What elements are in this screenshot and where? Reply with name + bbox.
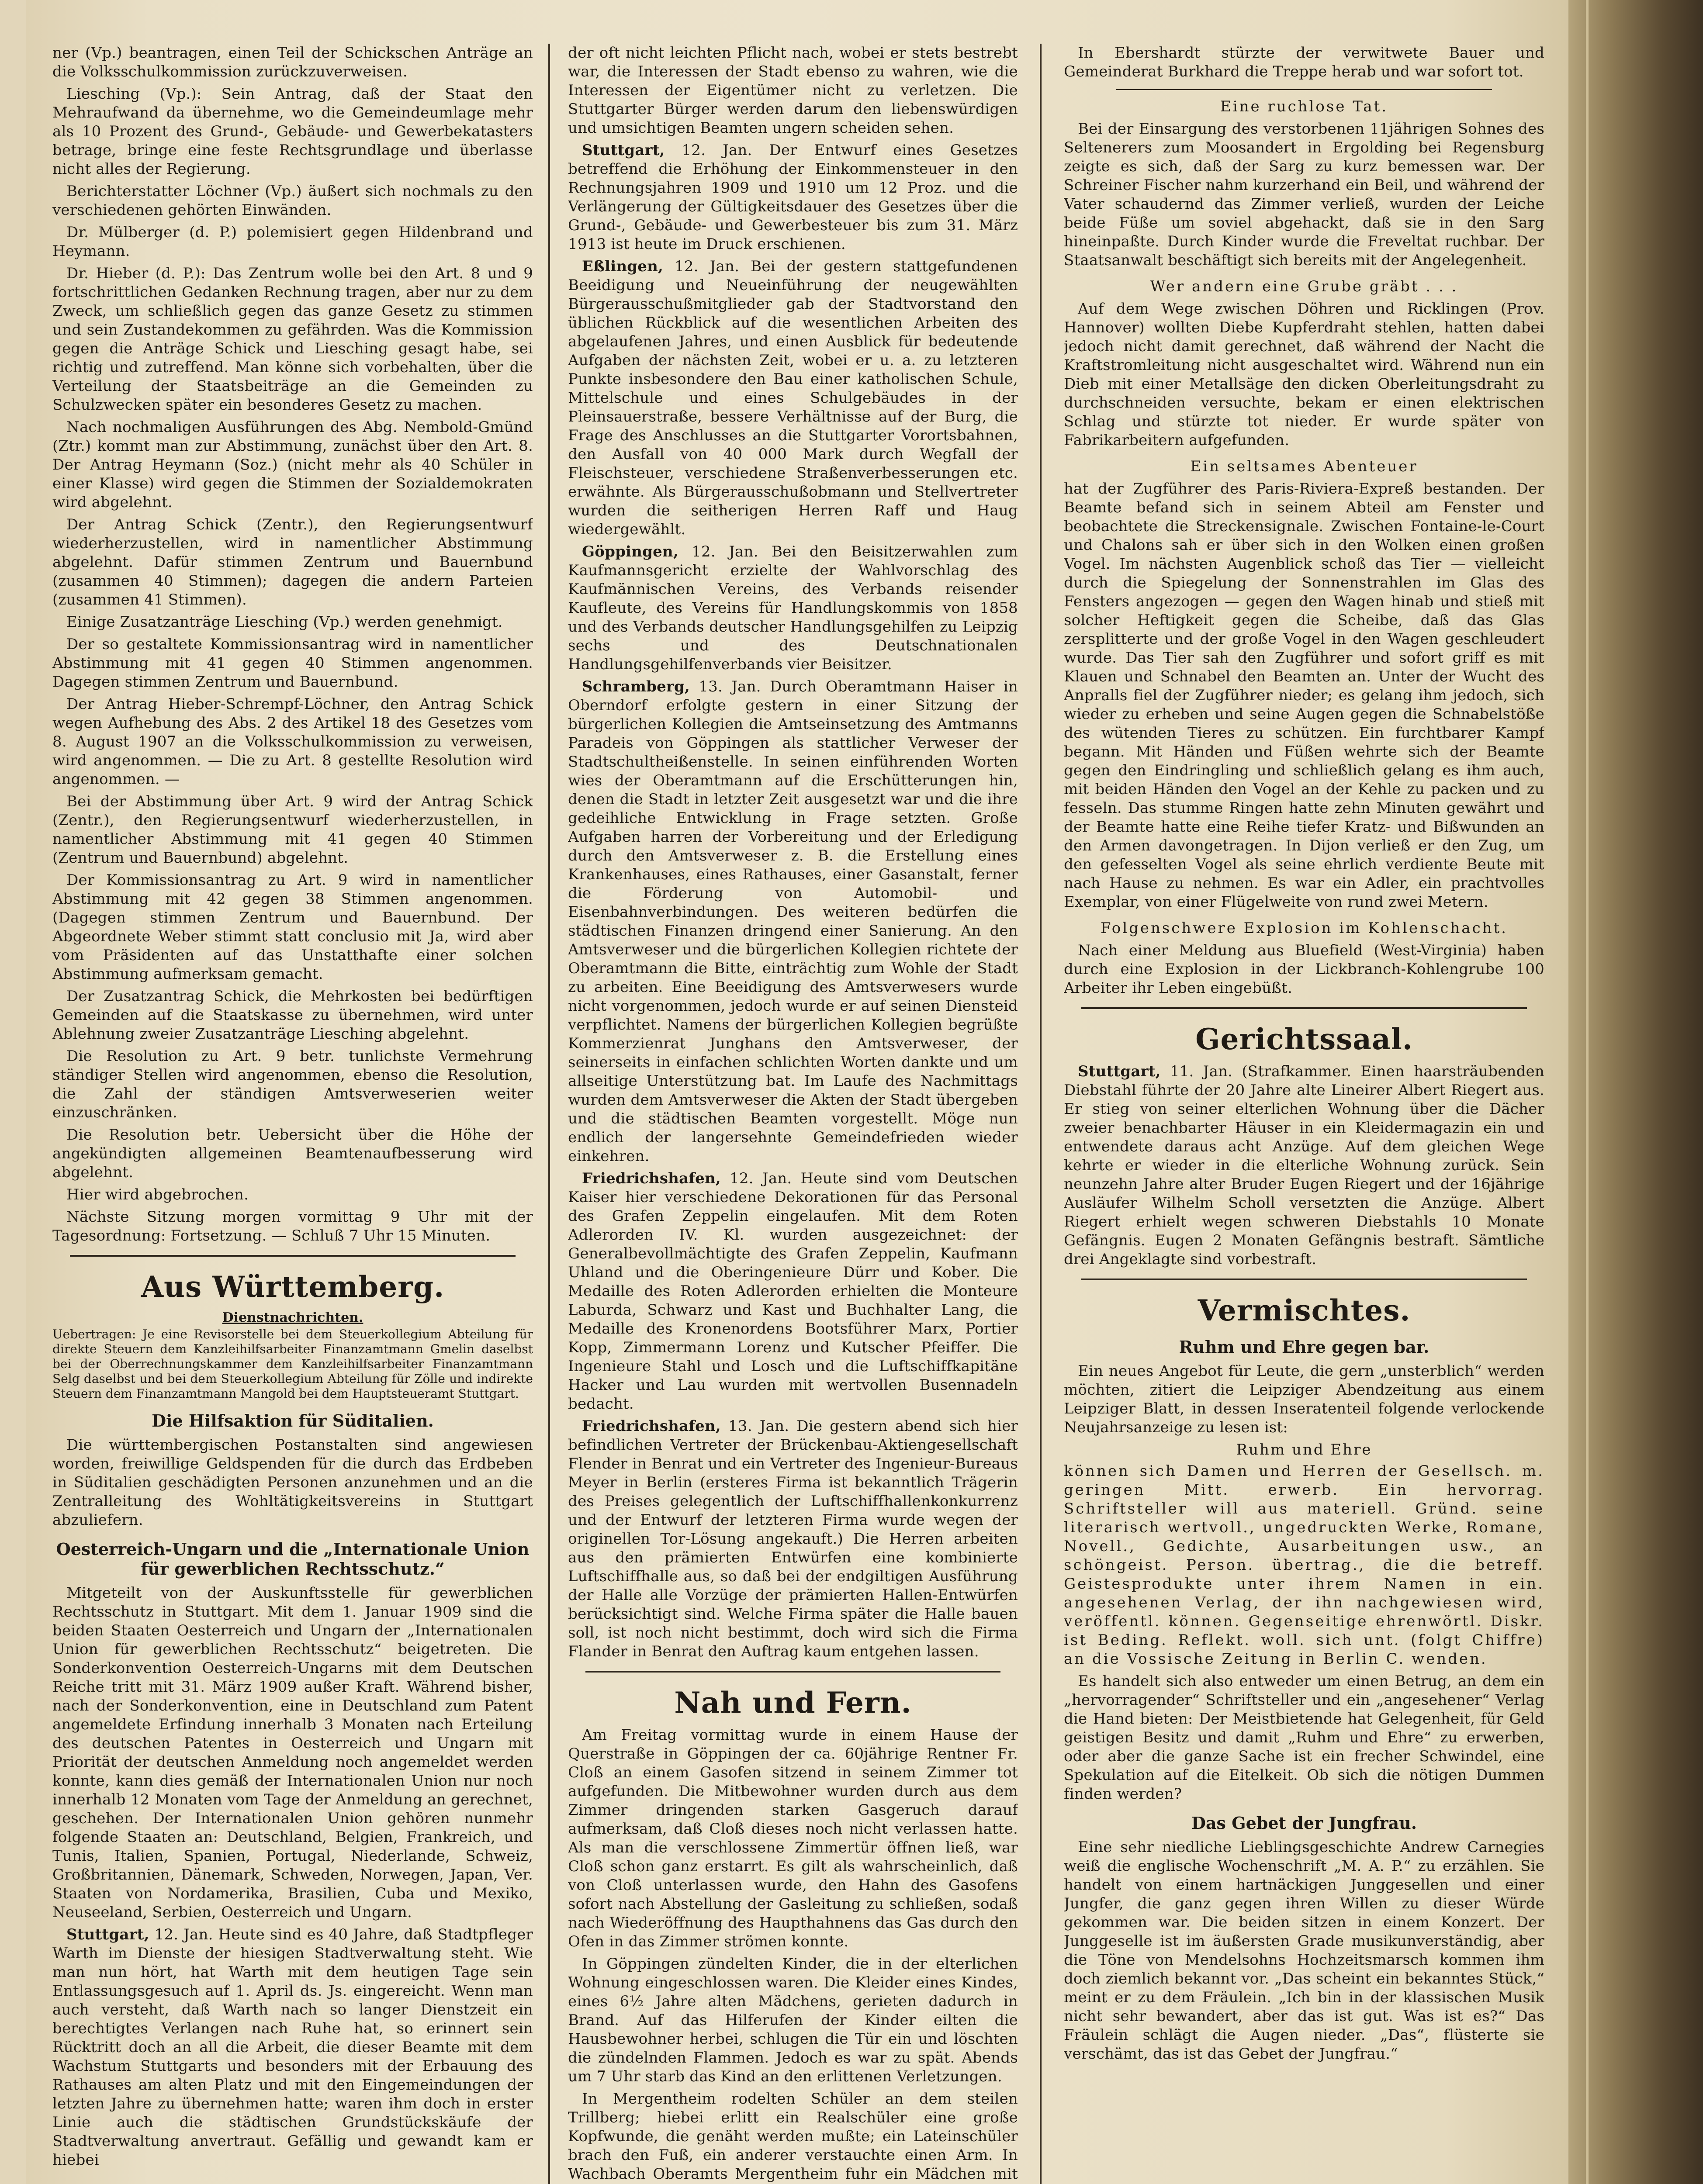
section-heading-wuerttemberg: Aus Württemberg. [141, 1270, 445, 1304]
article-title: Eine ruchlose Tat. [1220, 98, 1388, 115]
paragraph: Der so gestaltete Kommissionsantrag wird in namentlicher Abstimmung mit 41 gegen 40 Stimmen angenommen. Dagegen stimmen Zentrum und Bauernbund. [52, 636, 533, 691]
paragraph: der oft nicht leichten Pflicht nach, wobei er stets bestrebt war, die Interessen der Stadt ebenso zu wahren, wie die Interessen der Eigentümer nicht zu verletzen. Die Stuttgarter Bürger werden darum den liebenswürdigen und umsichtigen Beamten ungern scheiden sehen. [568, 44, 1018, 137]
paragraph: In Ebershardt stürzte der verwitwete Bauer und Gemeinderat Burkhard die Treppe herab und war sofort tot. [1064, 44, 1544, 80]
dateline: Göppingen, [582, 543, 678, 560]
paragraph: Der Kommissionsantrag zu Art. 9 wird in namentlicher Abstimmung mit 42 gegen 38 Stimmen angenommen. (Dagegen stimmen Zentrum und Bauernbund. Der Abgeordnete Weber stimmt statt conclusio mit Ja, wird aber vom Präsidenten auf das Unstatthafte einer solchen Abstimmung aufmerksam gemacht. [52, 871, 533, 983]
paragraph: Nächste Sitzung morgen vormittag 9 Uhr mit der Tagesordnung: Fortsetzung. — Schluß 7 Uhr 15 Minuten. [52, 1208, 533, 1244]
column-2 [568, 44, 1018, 2184]
paragraph: Auf dem Wege zwischen Döhren und Ricklingen (Prov. Hannover) wollten Diebe Kupferdraht stehlen, hatten dabei jedoch nicht damit gerechnet, daß während der Nacht die Kraftstromleitung nicht ausgeschaltet wird. Während nun ein Dieb mit einer Metallsäge den dicken Oberleitungsdraht zu durchschneiden versuchte, bekam er einen elektrischen Schlag und stürzte tot nieder. Er wurde später von Fabrikarbeitern aufgefunden. [1064, 300, 1544, 449]
paragraph: Liesching (Vp.): Sein Antrag, daß der Staat den Mehraufwand da übernehme, wo die Gemeindeumlage mehr als 10 Prozent des Grund-, Gebäude- und Gewerbekatasters betrage, bringe eine feste Rechtsgrundlage und überlasse nicht alles der Regierung. [52, 85, 533, 178]
paragraph-text: 11. Jan. (Strafkammer. Einen haarsträubenden Diebstahl führte der 20 Jahre alte Lineirer Albert Riegert aus. Er stieg von seiner elterlichen Wohnung über die Dächer zweier benachbarter Häuser in ein Kleidermagazin ein und entwendete daraus acht Anzüge. Auf dem gleichen Wege kehrte er wieder in die elterliche Wohnung zurück. Sein neunzehn Jahre alter Bruder Eugen Riegert und der 16jährige Ausläufer Wilhelm Scholl versetzten die Anzüge. Albert Riegert erhielt wegen schweren Diebstahls 10 Monate Gefängnis. Eugen 2 Monaten Gefängnis bestraft. Sämtliche drei Angeklagte sind vorbestraft. [1064, 1063, 1544, 1268]
paragraph: Der Zusatzantrag Schick, die Mehrkosten bei bedürftigen Gemeinden auf die Staatskasse zu übernehmen, wird unter Ablehnung zweier Zusatzanträge Liesching abgelehnt. [52, 988, 533, 1043]
paragraph: Eine sehr niedliche Lieblingsgeschichte Andrew Carnegies weiß die englische Wochenschrift „M. A. P.“ zu erzählen. Sie handelt von einem hartnäckigen Junggesellen und einer Jungfer, die ganz gegen ihren Willen zu dieser Würde gekommen war. Die beiden sitzen in einem Konzert. Der Junggeselle ist im äußersten Grade musikunverständig, aber die Töne von Mendelsohns Hochzeitsmarsch kommen ihm doch ziemlich bekannt vor. „Das scheint ein bekanntes Stück,“ meint er zu dem Fräulein. „Ich bin in der klassischen Musik nicht sehr bewandert, aber das ist gut. Was ist es?“ Das Fräulein schlägt die Augen nieder. „Das“, flüsterte sie verschämt, das ist das Gebet der Jungfrau.“ [1064, 1838, 1544, 2063]
paragraph: Die württembergischen Postanstalten sind angewiesen worden, freiwillige Geldspenden für die durch das Erdbeben in Süditalien geschädigten Personen anzunehmen und an die Zentralleitung des Wohltätigkeitsvereins in Stuttgart abzuliefern. [52, 1436, 533, 1529]
paragraph: Bei der Einsargung des verstorbenen 11jährigen Sohnes des Seltenerers zum Moosandert in Ergolding bei Regensburg zeigte es sich, daß der Sarg zu kurz bemessen war. Der Schreiner Fischer nahm kurzerhand ein Beil, und während der Vater schaudernd das Zimmer verließ, wurden der Leiche beide Füße um soviel abgehackt, daß sie in den Sarg hineinpaßte. Durch Kinder wurde die Freveltat ruchbar. Der Staatsanwalt beschäftigt sich bereits mit der Angelegenheit. [1064, 120, 1544, 269]
paragraph: Nach einer Meldung aus Bluefield (West-Virginia) haben durch eine Explosion in der Lickbranch-Kohlengrube 100 Arbeiter ihr Leben eingebüßt. [1064, 942, 1544, 997]
paragraph: Die Resolution betr. Uebersicht über die Höhe der angekündigten allgemeinen Beamtenaufbesserung wird abgelehnt. [52, 1126, 533, 1181]
article-title: Wer andern eine Grube gräbt . . . [1150, 278, 1458, 295]
dateline: Schramberg, [582, 678, 690, 695]
section-heading-vermischtes: Vermischtes. [1198, 1293, 1411, 1327]
paragraph-small: Uebertragen: Je eine Revisorstelle bei dem Steuerkollegium Abteilung für direkte Steuern dem Kanzleihilfsarbeiter Finanzamtmann Gmelin daselbst bei der Oberrechnungskammer dem Kanzleihilfsarbeiter Finanzamtmann Selg daselbst und bei dem Steuerkollegium Abteilung für Zölle und indirekte Steuern dem Finanzamtmann Mangold bei dem Hauptsteueramt Stuttgart. [52, 1327, 533, 1401]
dateline: Friedrichshafen, [582, 1170, 721, 1187]
article-title: Ein seltsames Abenteuer [1190, 458, 1418, 475]
paragraph-text: 12. Jan. Heute sind vom Deutschen Kaiser hier verschiedene Dekorationen für das Personal des Grafen Zeppelin eingelaufen. Mit dem Roten Adlerorden IV. Kl. wurden ausgezeichnet: der Generalbevollmächtigte des Grafen Zeppelin, Kaufmann Uhland und die Oberingenieure Dürr und Kober. Die Medaille des Roten Adlerorden erhielten die Monteure Laburda, Schwarz und Kast und Buchhalter Lang, die Medaille des Kronenordens Bootsführer Marx, Portier Kopp, Zimmermann Lorenz und Kutscher Pfeiffer. Die Ingenieure Stahl und Losch und die Luftschiffkapitäne Hacker und Lau wurden mit wertvollen Busennadeln bedacht. [568, 1170, 1018, 1413]
paragraph: Die Resolution zu Art. 9 betr. tunlichste Vermehrung ständiger Stellen wird angenommen, ebenso die Resolution, die Zahl der ständigen Amtsverweserien weiter einzuschränken. [52, 1047, 533, 1121]
paragraph: Der Antrag Schick (Zentr.), den Regierungsentwurf wiederherzustellen, wird in namentlicher Abstimmung abgelehnt. Dafür stimmen Zentrum und Bauernbund (zusammen 40 Stimmen); dagegen die andern Parteien (zusammen 41 Stimmen). [52, 516, 533, 608]
divider [1116, 89, 1492, 90]
subheading: Dienstnachrichten. [222, 1310, 363, 1325]
paragraph-text: 12. Jan. Bei der gestern stattgefundenen Beeidigung und Neueinführung der neugewählten Bürgerausschußmitglieder gab der Stadtvorstand den üblichen Rückblick auf die wesentlichen Arbeiten des abgelaufenen Jahres, und einen Ausblick für bedeutende Aufgaben der nächsten Zeit, wobei er u. a. zu letzteren Punkte insbesondere den Bau einer katholischen Schule, Mittelschule und eines Schulgebäudes in der Pleinsauerstraße, bessere Verhältnisse auf der Burg, die Frage des Anschlusses an die Stuttgarter Vorortsbahnen, den Ausfall von 40 000 Mark durch Wegfall der Fleischsteuer, verschiedene Straßenverbesserungen etc. erwähnte. Als Bürgerausschußobmann und Stellvertreter wurden die seitherigen Herren Raff und Haug wiedergewählt. [568, 258, 1018, 538]
paragraph: Einige Zusatzanträge Liesching (Vp.) werden genehmigt. [66, 613, 503, 631]
book-binding-edge [1568, 0, 1703, 2184]
dateline: Friedrichshafen, [582, 1417, 721, 1435]
paragraph: hat der Zugführer des Paris-Riviera-Expreß bestanden. Der Beamte befand sich in seinem Abteil am Fenster und beobachtete die Streckensignale. Zwischen Fontaine-le-Court und Chalons sah er über sich in den Wolken einen großen Vogel. Im nächsten Augenblick schoß das Tier — vielleicht durch die Spiegelung der Sonnenstrahlen im Glas des Fensters angezogen — gegen den Wagen hinab und stieß mit solcher Heftigkeit gegen die Scheibe, daß das Glas zersplitterte und der große Vogel in den Wagen geschleudert wurde. Das Tier sah den Zugführer und sofort griff es mit Klauen und Schnabel den Beamten an. Unter der Wucht des Anpralls fiel der Zugführer nieder; es gelang ihm jedoch, sich wieder zu erheben und seine Augen gegen die Schnabelstöße des wütenden Tieres zu schützen. Ein furchtbarer Kampf begann. Mit Händen und Füßen wehrte sich der Beamte gegen den Eindringling und schließlich gelang es ihm auch, mit beiden Händen den Vogel an der Kehle zu packen und zu fesseln. Das stumme Ringen hatte zehn Minuten gewährt und der Beamte hatte eine Reihe tiefer Kratz- und Bißwunden an den Armen davongetragen. In Dijon verließ er den Zug, um den gefesselten Vogel als seine ehrlich verdiente Beute mit nach Hause zu nehmen. Es war ein Adler, ein prachtvolles Exemplar, von einer Flügelweite von rund zwei Metern. [1064, 480, 1544, 911]
paragraph: Der Antrag Hieber-Schrempf-Löchner, den Antrag Schick wegen Aufhebung des Abs. 2 des Artikel 18 des Gesetzes vom 8. August 1907 an die Volksschulkommission zu verweisen, wird angenommen. — Die zu Art. 8 gestellte Resolution wird angenommen. — [52, 695, 533, 788]
paragraph: Am Freitag vormittag wurde in einem Hause der Querstraße in Göppingen der ca. 60jährige Rentner Fr. Cloß an einem Gasofen sitzend in seinem Zimmer tot aufgefunden. Die Mitbewohner wurden durch aus dem Zimmer dringenden starken Gasgeruch darauf aufmerksam, daß Cloß dieses noch nicht verlassen hatte. Als man die verschlossene Zimmertür öffnen ließ, war Cloß schon ganz erstarrt. Es gilt als wahrscheinlich, daß von Cloß unterlassen wurde, den Hahn des Gasofens sofort nach Abstellung der Gasleitung zu schließen, sodaß nach Wiederöffnung des Haupthahnens das Gas durch den Ofen in das Zimmer strömen konnte. [568, 1726, 1018, 1950]
article-title: Folgenschwere Explosion im Kohlenschacht. [1101, 919, 1508, 937]
paragraph: Es handelt sich also entweder um einen Betrug, an dem ein „hervorragender“ Schriftsteller und ein „angesehener“ Verlag die Hand bieten: Der Meistbietende hat Gelegenheit, für Geld geistigen Besitz und damit „Ruhm und Ehre“ zu erwerben, oder aber die ganze Sache ist ein frecher Schwindel, eine Spekulation auf die Eitelkeit. Ob sich die nötigen Dummen finden werden? [1064, 1673, 1544, 1803]
paragraph: Bei der Abstimmung über Art. 9 wird der Antrag Schick (Zentr.), den Regierungsentwurf wiederherzustellen, in namentlicher Abstimmung mit 41 gegen 40 Stimmen (Zentrum und Bauernbund) abgelehnt. [52, 793, 533, 867]
paragraph: Dr. Hieber (d. P.): Das Zentrum wolle bei den Art. 8 und 9 fortschrittlichen Gedanken Rechnung tragen, aber nur zu dem Zweck, um schließlich gegen das ganze Gesetz zu stimmen und sein Zustandekommen zu gefährden. Was die Kommission gegen die Anträge Schick und Liesching gesagt habe, sei richtig und zutreffend. Man könne sich vorbehalten, über die Verteilung der Staatsbeiträge an die Gemeinden zu Schulzwecken später ein besonderes Gesetz zu machen. [52, 265, 533, 414]
dateline: Stuttgart, [66, 1926, 149, 1943]
dateline: Stuttgart, [1078, 1063, 1161, 1080]
article-title: Die Hilfsaktion für Süditalien. [152, 1411, 434, 1431]
advertisement-heading: Ruhm und Ehre [1236, 1441, 1372, 1458]
dateline: Eßlingen, [582, 258, 664, 275]
paragraph: Hier wird abgebrochen. [66, 1186, 249, 1203]
section-divider [585, 1671, 1000, 1673]
paragraph-text: 12. Jan. Heute sind es 40 Jahre, daß Stadtpfleger Warth im Dienste der hiesigen Stadtverwaltung steht. Wie man nun hört, hat Warth mit dem heutigen Tage sein Entlassungsgesuch auf 1. April ds. Js. eingereicht. Wenn man auch versteht, daß Warth nach so langer Dienstzeit ein berechtigtes Verlangen nach Ruhe hat, so erinnert sein Rücktritt doch an all die Arbeit, die dieser Beamte mit dem Wachstum Stuttgarts und besonders mit der Erbauung des Rathauses am alten Platz und mit den Eingemeindungen der letzten Jahre zu übernehmen hatte; waren ihm doch in erster Linie auch die städtischen Grundstückskäufe der Stadtverwaltung anvertraut. Gefällig und gewandt kam er hiebei [52, 1926, 533, 2169]
paragraph-text: 12. Jan. Der Entwurf eines Gesetzes betreffend die Erhöhung der Einkommensteuer in den Rechnungsjahren 1909 und 1910 um 12 Proz. und die Verlängerung der Gültigkeitsdauer des Gesetzes über die Grund-, Gebäude- und Gewerbesteuer bis zum 31. März 1913 ist heute im Druck erschienen. [568, 142, 1018, 253]
paragraph: Nach nochmaligen Ausführungen des Abg. Nembold-Gmünd (Ztr.) kommt man zur Abstimmung, zunächst über den Art. 8. Der Antrag Heymann (Soz.) (nicht mehr als 40 Schüler in einer Klasse) wird gegen die Stimmen der Sozialdemokraten wird abgelehnt. [52, 418, 533, 511]
dateline: Stuttgart, [582, 142, 665, 159]
section-divider [70, 1255, 516, 1257]
paragraph-text: 13. Jan. Die gestern abend sich hier befindlichen Vertreter der Brückenbau-Aktiengesellschaft Flender in Benrat und ein Vertreter des Ingenieur-Bureaus Meyer in Berlin (ersteres Firma ist bekanntlich Trägerin des Preises gelegentlich der Luftschiffhallenkonkurrenz und der Entwurf der letzteren Firma wurde wegen der originellen Tor-Lösung angekauft.) Die Herren arbeiten aus den prämierten Entwürfen eine kombinierte Luftschiffhalle aus, so daß bei der endgiltigen Ausführung der Halle alle Vorzüge der prämierten Hallen-Entwürfen berücksichtigt sind. Welche Firma später die Halle bauen soll, ist noch nicht bestimmt, doch wird sich die Firma Flander in Benrat den Auftrag kaum entgehen lassen. [568, 1417, 1018, 1660]
article-title: Oesterreich-Ungarn und die „Internationale Union für gewerblichen Rechtsschutz.“ [56, 1539, 530, 1579]
paragraph: ner (Vp.) beantragen, einen Teil der Schickschen Anträge an die Volksschulkommission zurückzuverweisen. [52, 44, 533, 80]
article-title: Ruhm und Ehre gegen bar. [1179, 1337, 1430, 1357]
paragraph: Dr. Mülberger (d. P.) polemisiert gegen Hildenbrand und Heymann. [52, 224, 533, 260]
paragraph-text: 12. Jan. Bei den Beisitzerwahlen zum Kaufmannsgericht erzielte der Wahlvorschlag des Kaufmännischen Vereins, des Verbands reisender Kaufleute, des Vereins für Handlungskommis von 1858 und des Verbands deutscher Handlungsgehilfen zu Leipzig sechs und des Deutschnationalen Handlungsgehilfenverbands vier Beisitzer. [568, 543, 1018, 673]
column-rule [1040, 44, 1042, 2184]
advertisement-text: können sich Damen und Herren der Gesellsch. m. geringen Mitt. erwerb. Ein hervorrag. Schriftsteller will aus materiell. Gründ. seine literarisch wertvoll., ungedruckten Werke, Romane, Novell., Gedichte, Ausarbeitungen usw., an schöngeist. Person. übertrag., die die betreff. Geistesprodukte unter ihrem Namen in ein. angesehenen Verlag, der ihn nachgewiesen wird, veröffentl. können. Gegenseitige ehrenwörtl. Diskr. ist Beding. Reflekt. woll. sich unt. (folgt Chiffre) an die Vossische Zeitung in Berlin C. wenden. [1064, 1462, 1544, 1668]
column-1 [52, 44, 533, 2184]
column-rule [548, 44, 550, 2184]
section-heading-nah-und-fern: Nah und Fern. [674, 1686, 912, 1720]
section-divider [1081, 1007, 1527, 1009]
paragraph: In Mergentheim rodelten Schüler an dem steilen Trillberg; hiebei erlitt ein Realschüler eine große Kopfwunde, die genäht werden mußte; ein Lateinschüler brach den Fuß, ein anderer verstauchte einen Arm. In Wachbach Oberamts Mergentheim fuhr ein Mädchen mit [568, 2090, 1018, 2183]
paragraph-text: 13. Jan. Durch Oberamtmann Haiser in Oberndorf erfolgte gestern in einer Sitzung der bürgerlichen Kollegien die Amtseinsetzung des Amtmanns Paradeis von Göppingen als stattlicher Verweser der Stadtschultheißenstelle. In seinen einführenden Worten wies der Oberamtmann auf die Erschütterungen hin, denen die Stadt in letzter Zeit ausgesetzt war und die ihre gedeihliche Entwicklung in Frage setzten. Große Aufgaben harren der Vorbereitung und der Erledigung durch den Amtsverweser z. B. die Erstellung eines Krankenhauses, eines Rathauses, einer Gasanstalt, ferner die Förderung von Automobil- und Eisenbahnverbindungen. Des weiteren bedürfen die städtischen Finanzen dringend einer Sanierung. An den Amtsverweser und die bürgerlichen Kollegien richtete der Oberamtmann die Bitte, einträchtig zum Wohle der Stadt zu arbeiten. Eine Beeidigung des Amtsverwesers wurde nicht vorgenommen, jedoch wurde er auf seinen Diensteid verpflichtet. Namens der bürgerlichen Kollegien begrüßte Kommerzienrat Junghans den Amtsverweser, der seinerseits in einfachen schlichten Worten dankte und um allseitige Unterstützung bat. Im Laufe des Nachmittags wurden dem Amtsverweser die Akten der Stadt übergeben und die städtischen Beamten vorgestellt. Möge nun endlich der langersehnte Gemeindefrieden wieder einkehren. [568, 678, 1018, 1165]
paragraph: Ein neues Angebot für Leute, die gern „unsterblich“ werden möchten, zitiert die Leipziger Abendzeitung aus einem Leipziger Blatt, in dessen Inseratenteil folgende verlockende Neujahrsanzeige zu lesen ist: [1064, 1362, 1544, 1436]
column-3 [1064, 44, 1544, 2184]
newspaper-page [26, 0, 1568, 2184]
article-title: Das Gebet der Jungfrau. [1191, 1813, 1417, 1833]
paragraph: In Göppingen zündelten Kinder, die in der elterlichen Wohnung eingeschlossen waren. Die Kleider eines Kindes, eines 6½ Jahre alten Mädchens, gerieten dadurch in Brand. Auf das Hilferufen der Kinder eilten die Hausbewohner herbei, schlugen die Tür ein und löschten die zündelnden Flammen. Jedoch es war zu spät. Abends um 7 Uhr starb das Kind an den erlittenen Verletzungen. [568, 1955, 1018, 2085]
section-divider [1081, 1279, 1527, 1280]
paragraph: Berichterstatter Löchner (Vp.) äußert sich nochmals zu den verschiedenen gehörten Einwänden. [52, 183, 533, 219]
paragraph: Mitgeteilt von der Auskunftsstelle für gewerblichen Rechtsschutz in Stuttgart. Mit dem 1. Januar 1909 sind die beiden Staaten Oesterreich und Ungarn der „Internationalen Union für gewerblichen Rechtsschutz“ beigetreten. Die Sonderkonvention Oesterreich-Ungarns mit dem Deutschen Reiche tritt mit 31. März 1909 außer Kraft. Während bisher, nach der Sonderkonvention, eine in Deutschland zum Patent angemeldete Erfindung innerhalb 3 Monaten nach Erteilung des deutschen Patentes in Oesterreich und Ungarn mit Priorität der deutschen Anmeldung noch angemeldet werden konnte, kann dies gemäß der Internationalen Union nur noch innerhalb 12 Monaten vom Tage der Anmeldung an gerechnet, geschehen. Der Internationalen Union gehören nunmehr folgende Staaten an: Deutschland, Belgien, Frankreich, und Tunis, Italien, Spanien, Portugal, Niederlande, Schweiz, Großbritannien, Dänemark, Schweden, Norwegen, Japan, Ver. Staaten von Nordamerika, Brasilien, Cuba und Mexiko, Neuseeland, Serbien, Oesterreich und Ungarn. [52, 1584, 533, 1921]
section-heading-gerichtssaal: Gerichtssaal. [1195, 1022, 1413, 1056]
